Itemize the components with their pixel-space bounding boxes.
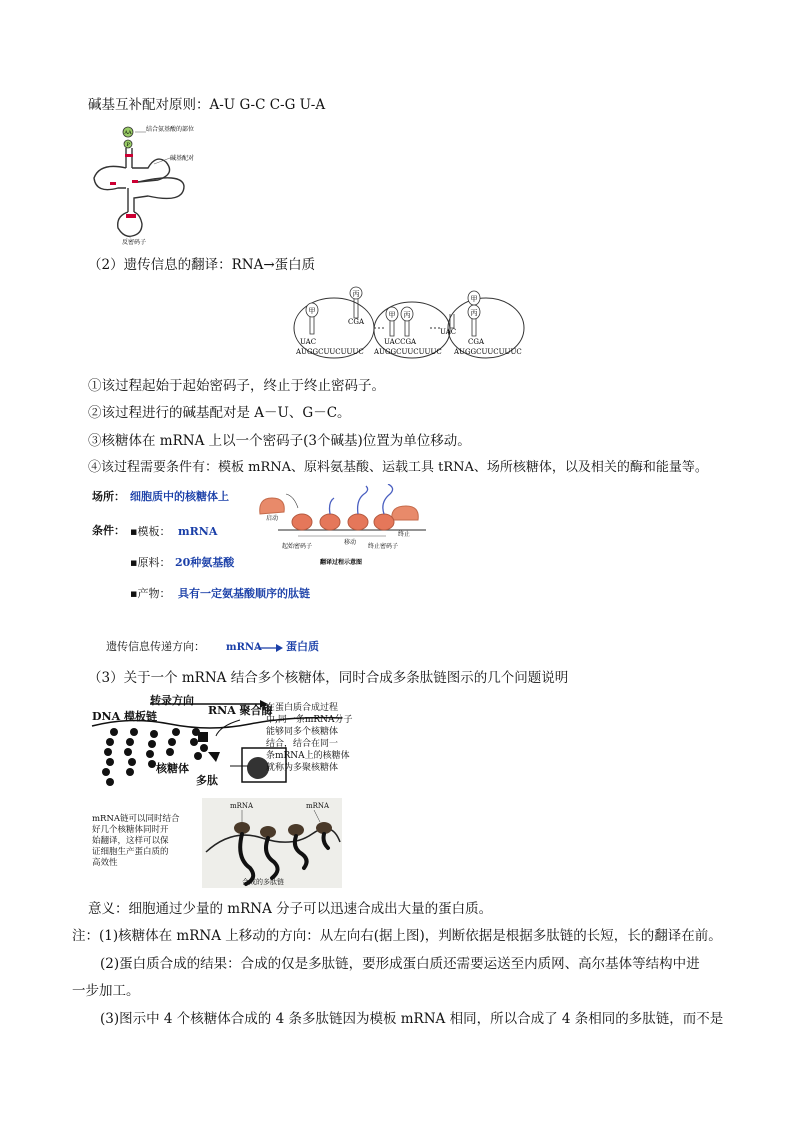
note-right: 在蛋白质合成过程 中,同一条mRNA分子 能够同多个核糖体 结合，结合在同一 条mRNA上的核糖体 就称为多聚核糖体: [266, 703, 353, 773]
note-2: (2)蛋白质合成的结果：合成的仅是多肽链，要形成蛋白质还需要运送至内质网、高尔基体等结构中进: [100, 956, 700, 972]
rna-polymerase-label: RNA 聚合酶: [208, 704, 273, 717]
svg-text:UACCGA: UACCGA: [384, 338, 417, 346]
material-value: 20种氨基酸: [175, 556, 235, 569]
base-pair-rule: 碱基互补配对原则：A-U G-C C-G U-A: [88, 97, 326, 113]
svg-text:甲: 甲: [470, 295, 478, 303]
flow-to: 蛋白质: [286, 640, 319, 653]
svg-text:甲: 甲: [308, 307, 316, 315]
product-label: ▪产物：: [130, 587, 171, 600]
svg-text:甲: 甲: [388, 311, 396, 319]
svg-text:UAC: UAC: [300, 338, 317, 346]
svg-text:AA: AA: [124, 130, 132, 136]
ribosome-translation-diagram: [258, 484, 432, 570]
translation-diagram: [292, 284, 528, 360]
note-3: (3)图示中 4 个核糖体合成的 4 条多肽链因为模板 mRNA 相同，所以合成了 4 条相同的多肽链，而不是: [100, 1011, 724, 1027]
template-label: ▪模板：: [130, 525, 171, 538]
diagram-start-codon: 起始密码子: [282, 543, 313, 550]
direction-label: 转录方向: [150, 694, 194, 707]
svg-text:P: P: [126, 142, 130, 148]
cond-label: 条件：: [92, 524, 125, 537]
flow-from: mRNA: [226, 642, 262, 653]
section2-title: （2）遗传信息的翻译：RNA→蛋白质: [88, 257, 316, 273]
trna-label-anticodon: 反密码子: [122, 239, 147, 246]
point-1: ①该过程起始于起始密码子，终止于终止密码子。: [88, 378, 385, 394]
point-2: ②该过程进行的碱基配对是 A－U、G－C。: [88, 405, 351, 421]
svg-text:CGA: CGA: [468, 338, 485, 346]
svg-text:丙: 丙: [352, 290, 360, 298]
section3-title: （3）关于一个 mRNA 结合多个核糖体，同时合成多条肽链图示的几个问题说明: [88, 670, 569, 686]
flow-label: 遗传信息传递方向：: [106, 640, 205, 653]
svg-text:UAC: UAC: [440, 328, 457, 336]
product-value: 具有一定氨基酸顺序的肽链: [178, 587, 310, 600]
place-label: 场所：: [92, 490, 125, 503]
diagram-start: 启动: [266, 515, 279, 522]
svg-text:丙: 丙: [403, 311, 411, 319]
svg-text:丙: 丙: [470, 309, 478, 317]
note-2-cont: 一步加工。: [72, 983, 140, 999]
photo-label-mrna: mRNA: [230, 802, 254, 810]
place-value: 细胞质中的核糖体上: [130, 490, 229, 503]
photo-label-mrna-2: mRNA: [306, 802, 330, 810]
note-1: 注：(1)核糖体在 mRNA 上移动的方向：从左向右(据上图)，判断依据是根据多肽链的长短，长的翻译在前。: [72, 928, 722, 944]
trna-label-top: 结合氨基酸的部位: [146, 126, 195, 133]
diagram-move: 移动: [344, 539, 357, 546]
diagram-stop-codon: 终止密码子: [368, 543, 399, 550]
note-left: mRNA链可以同时结合 好几个核糖体同时开 始翻译，这样可以保 证细胞生产蛋白质的 高效性: [92, 814, 180, 868]
point-3: ③核糖体在 mRNA 上以一个密码子(3个碱基)位置为单位移动。: [88, 433, 471, 449]
polysome-photo: [202, 798, 342, 888]
point-4: ④该过程需要条件有：模板 mRNA、原料氨基酸、运载工具 tRNA、场所核糖体，以及相关的酶和能量等。: [88, 460, 708, 475]
svg-text:CGA: CGA: [348, 318, 365, 326]
significance: 意义：细胞通过少量的 mRNA 分子可以迅速合成出大量的蛋白质。: [88, 901, 493, 917]
photo-label-chain: 合成的多肽链: [242, 878, 284, 886]
ribosome-label: 核糖体: [156, 762, 189, 775]
svg-text:AUGGCUUCUUUC: AUGGCUUCUUUC: [296, 348, 364, 356]
trna-diagram: [88, 124, 208, 246]
template-value: mRNA: [178, 525, 218, 538]
polypeptide-label: 多肽: [196, 774, 218, 787]
flow-arrow-icon: [256, 643, 284, 653]
svg-text:AUGGCUUCUUUC: AUGGCUUCUUUC: [454, 348, 522, 356]
dna-strand-label: DNA 模板链: [92, 710, 157, 723]
diagram-caption: 翻译过程示意图: [320, 559, 363, 566]
svg-text:AUGGCUUCUUUC: AUGGCUUCUUUC: [374, 348, 442, 356]
material-label: ▪原料：: [130, 556, 171, 569]
diagram-end: 终止: [398, 531, 411, 538]
trna-label-pair: 碱基配对: [170, 155, 195, 162]
